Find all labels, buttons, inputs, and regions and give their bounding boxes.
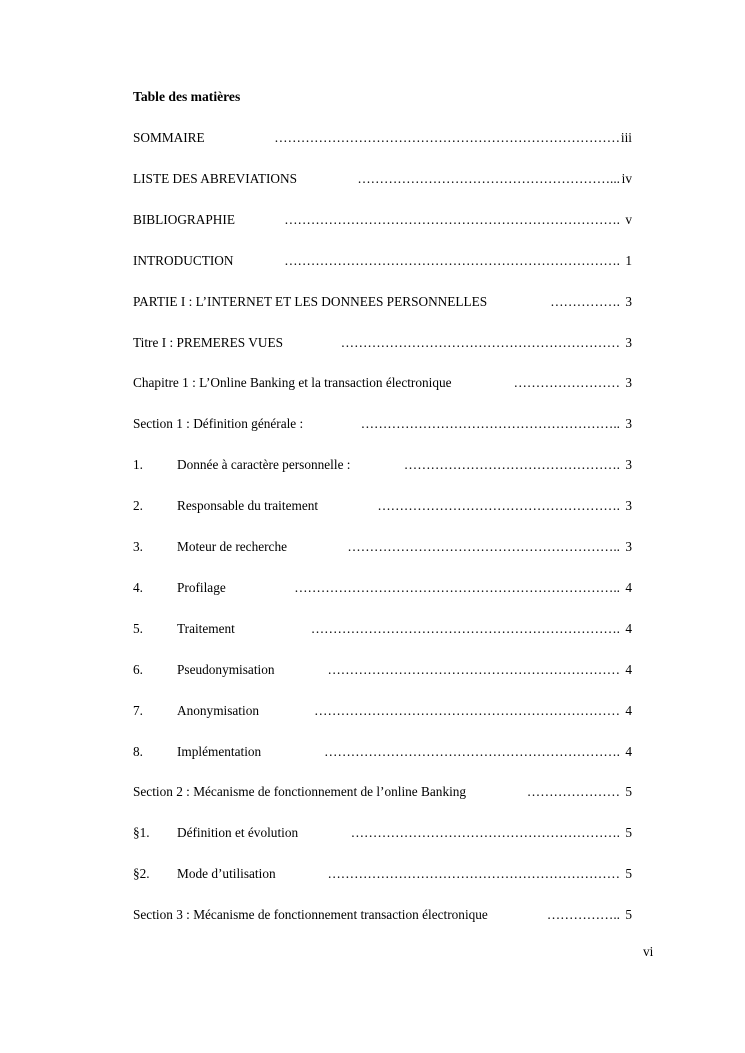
dot-leader: …………………………………………………….. (347, 539, 620, 554)
toc-entry-number: 3. (133, 539, 143, 554)
toc-entry (133, 130, 632, 148)
toc-entry-number: 5. (133, 621, 143, 636)
dot-leader: ……………………………………………………. (350, 825, 620, 840)
toc-entry-title: Profilage (177, 580, 226, 595)
dot-leader: …………………………………………………... (357, 171, 620, 186)
toc-entry-leader (550, 294, 632, 310)
toc-entry (133, 621, 632, 639)
toc-entry-number: 6. (133, 662, 143, 677)
dot-leader: …………………………………………. (403, 457, 620, 472)
toc-entry-title: Section 2 : Mécanisme de fonctionnement de l’online Banking (133, 784, 467, 799)
page-number: vi (643, 944, 654, 959)
dot-leader: …………….. (546, 907, 620, 922)
toc-entry (133, 498, 632, 516)
toc-entry-page: 5 (625, 866, 632, 881)
toc-entry-leader (341, 335, 632, 351)
dot-leader: …………………………………………………………. (324, 744, 620, 759)
toc-entry-title: LISTE DES ABREVIATIONS (133, 171, 297, 186)
toc-entry-leader (547, 907, 632, 923)
dot-leader: ………………………………………………………… (327, 866, 620, 881)
dot-leader: ……………………………………………………………. (310, 621, 620, 636)
toc-entry-page: 3 (625, 335, 632, 350)
toc-entry-title: INTRODUCTION (133, 253, 234, 268)
toc-entry-page: 3 (625, 457, 632, 472)
toc-entry (133, 825, 632, 843)
dot-leader: …………………………………………………………………… (274, 130, 620, 145)
toc-entry-number: §1. (133, 825, 150, 840)
dot-leader: …………………………………………………………………. (284, 253, 620, 268)
toc-entry-title: PARTIE I : L’INTERNET ET LES DONNEES PERSONNELLES (133, 294, 488, 309)
toc-entry-title: Responsable du traitement (177, 498, 319, 513)
toc-entry-number: 8. (133, 744, 143, 759)
dot-leader: ……………. (550, 294, 620, 309)
toc-entry-page: 1 (625, 253, 632, 268)
toc-entry (133, 907, 632, 925)
toc-entry (133, 703, 632, 721)
dot-leader: …………………… (513, 375, 620, 390)
toc-entry (133, 294, 632, 312)
dot-leader: …………………………………………………………………. (284, 212, 620, 227)
toc-entry (133, 866, 632, 884)
toc-title: Table des matières (133, 89, 241, 104)
toc-entry-leader (274, 130, 632, 146)
toc-entry-title: Mode d’utilisation (177, 866, 276, 881)
toc-entry-page: 4 (625, 621, 632, 636)
dot-leader: …………………………………………………………… (314, 703, 620, 718)
dot-leader: ………………… (526, 784, 620, 799)
toc-entry-page: 4 (625, 662, 632, 677)
toc-entry-number: §2. (133, 866, 150, 881)
toc-entry-title: Donnée à caractère personnelle : (177, 457, 351, 472)
toc-entry-leader (324, 744, 632, 760)
toc-entry-leader (527, 784, 632, 800)
toc-entry-page: 3 (625, 416, 632, 431)
dot-leader: ………………………………………………….. (360, 416, 620, 431)
toc-entry-number: 1. (133, 457, 143, 472)
toc-entry-leader (294, 580, 632, 596)
dot-leader: ………………………………………………. (377, 498, 620, 513)
toc-entry (133, 416, 632, 434)
toc-entry-title: Implémentation (177, 744, 262, 759)
toc-entry-page: iv (621, 171, 632, 186)
toc-entry-title: Section 1 : Définition générale : (133, 416, 304, 431)
toc-entry (133, 662, 632, 680)
toc-entry-leader (327, 662, 632, 678)
toc-entry (133, 335, 632, 353)
toc-entry-page: 5 (625, 825, 632, 840)
toc-entry (133, 253, 632, 271)
toc-entry-leader (314, 703, 632, 719)
toc-entry (133, 457, 632, 475)
toc-entry-page: iii (620, 130, 632, 145)
toc-entry-page: 5 (625, 907, 632, 922)
dot-leader: ………………………………………………………… (327, 662, 620, 677)
toc-entry-number: 4. (133, 580, 143, 595)
toc-entry-title: Moteur de recherche (177, 539, 288, 554)
toc-entry (133, 784, 632, 802)
toc-entry-page: 4 (625, 580, 632, 595)
toc-entry-page: 3 (625, 539, 632, 554)
toc-entry-title: Traitement (177, 621, 235, 636)
toc-entry (133, 744, 632, 762)
dot-leader: ……………………………………………………… (340, 335, 620, 350)
toc-entry-page: v (625, 212, 632, 227)
toc-entry-leader (327, 866, 632, 882)
toc-entry-leader (361, 416, 632, 432)
toc-entry (133, 212, 632, 230)
toc-entry-title: Titre I : PREMERES VUES (133, 335, 283, 350)
toc-entry-page: 3 (625, 375, 632, 390)
toc-entry-leader (351, 825, 632, 841)
toc-entry (133, 375, 632, 393)
toc-entry-title: BIBLIOGRAPHIE (133, 212, 235, 227)
toc-entry (133, 580, 632, 598)
toc-entry-number: 2. (133, 498, 143, 513)
toc-entry-title: Section 3 : Mécanisme de fonctionnement transaction électronique (133, 907, 488, 922)
toc-entry-leader (311, 621, 632, 637)
toc-entry-page: 5 (625, 784, 632, 799)
toc-entry-leader (357, 171, 632, 187)
toc-entry-page: 3 (625, 498, 632, 513)
toc-entry-title: Anonymisation (177, 703, 259, 718)
toc-entry-page: 4 (625, 703, 632, 718)
toc-entry-number: 7. (133, 703, 143, 718)
toc-entry-leader (514, 375, 632, 391)
toc-entry-page: 4 (625, 744, 632, 759)
toc-entry-page: 3 (625, 294, 632, 309)
toc-entry-title: Définition et évolution (177, 825, 299, 840)
toc-entry-title: Chapitre 1 : L’Online Banking et la transaction électronique (133, 375, 452, 390)
toc-entry-title: Pseudonymisation (177, 662, 275, 677)
toc-entry-leader (404, 457, 632, 473)
toc-entry-title: SOMMAIRE (133, 130, 205, 145)
toc-entry (133, 539, 632, 557)
toc-entry-leader (284, 212, 632, 228)
toc-entry (133, 171, 632, 189)
toc-entry-leader (347, 539, 632, 555)
toc-entry-leader (377, 498, 632, 514)
dot-leader: ……………………………………………………………….. (294, 580, 620, 595)
toc-entry-leader (284, 253, 632, 269)
